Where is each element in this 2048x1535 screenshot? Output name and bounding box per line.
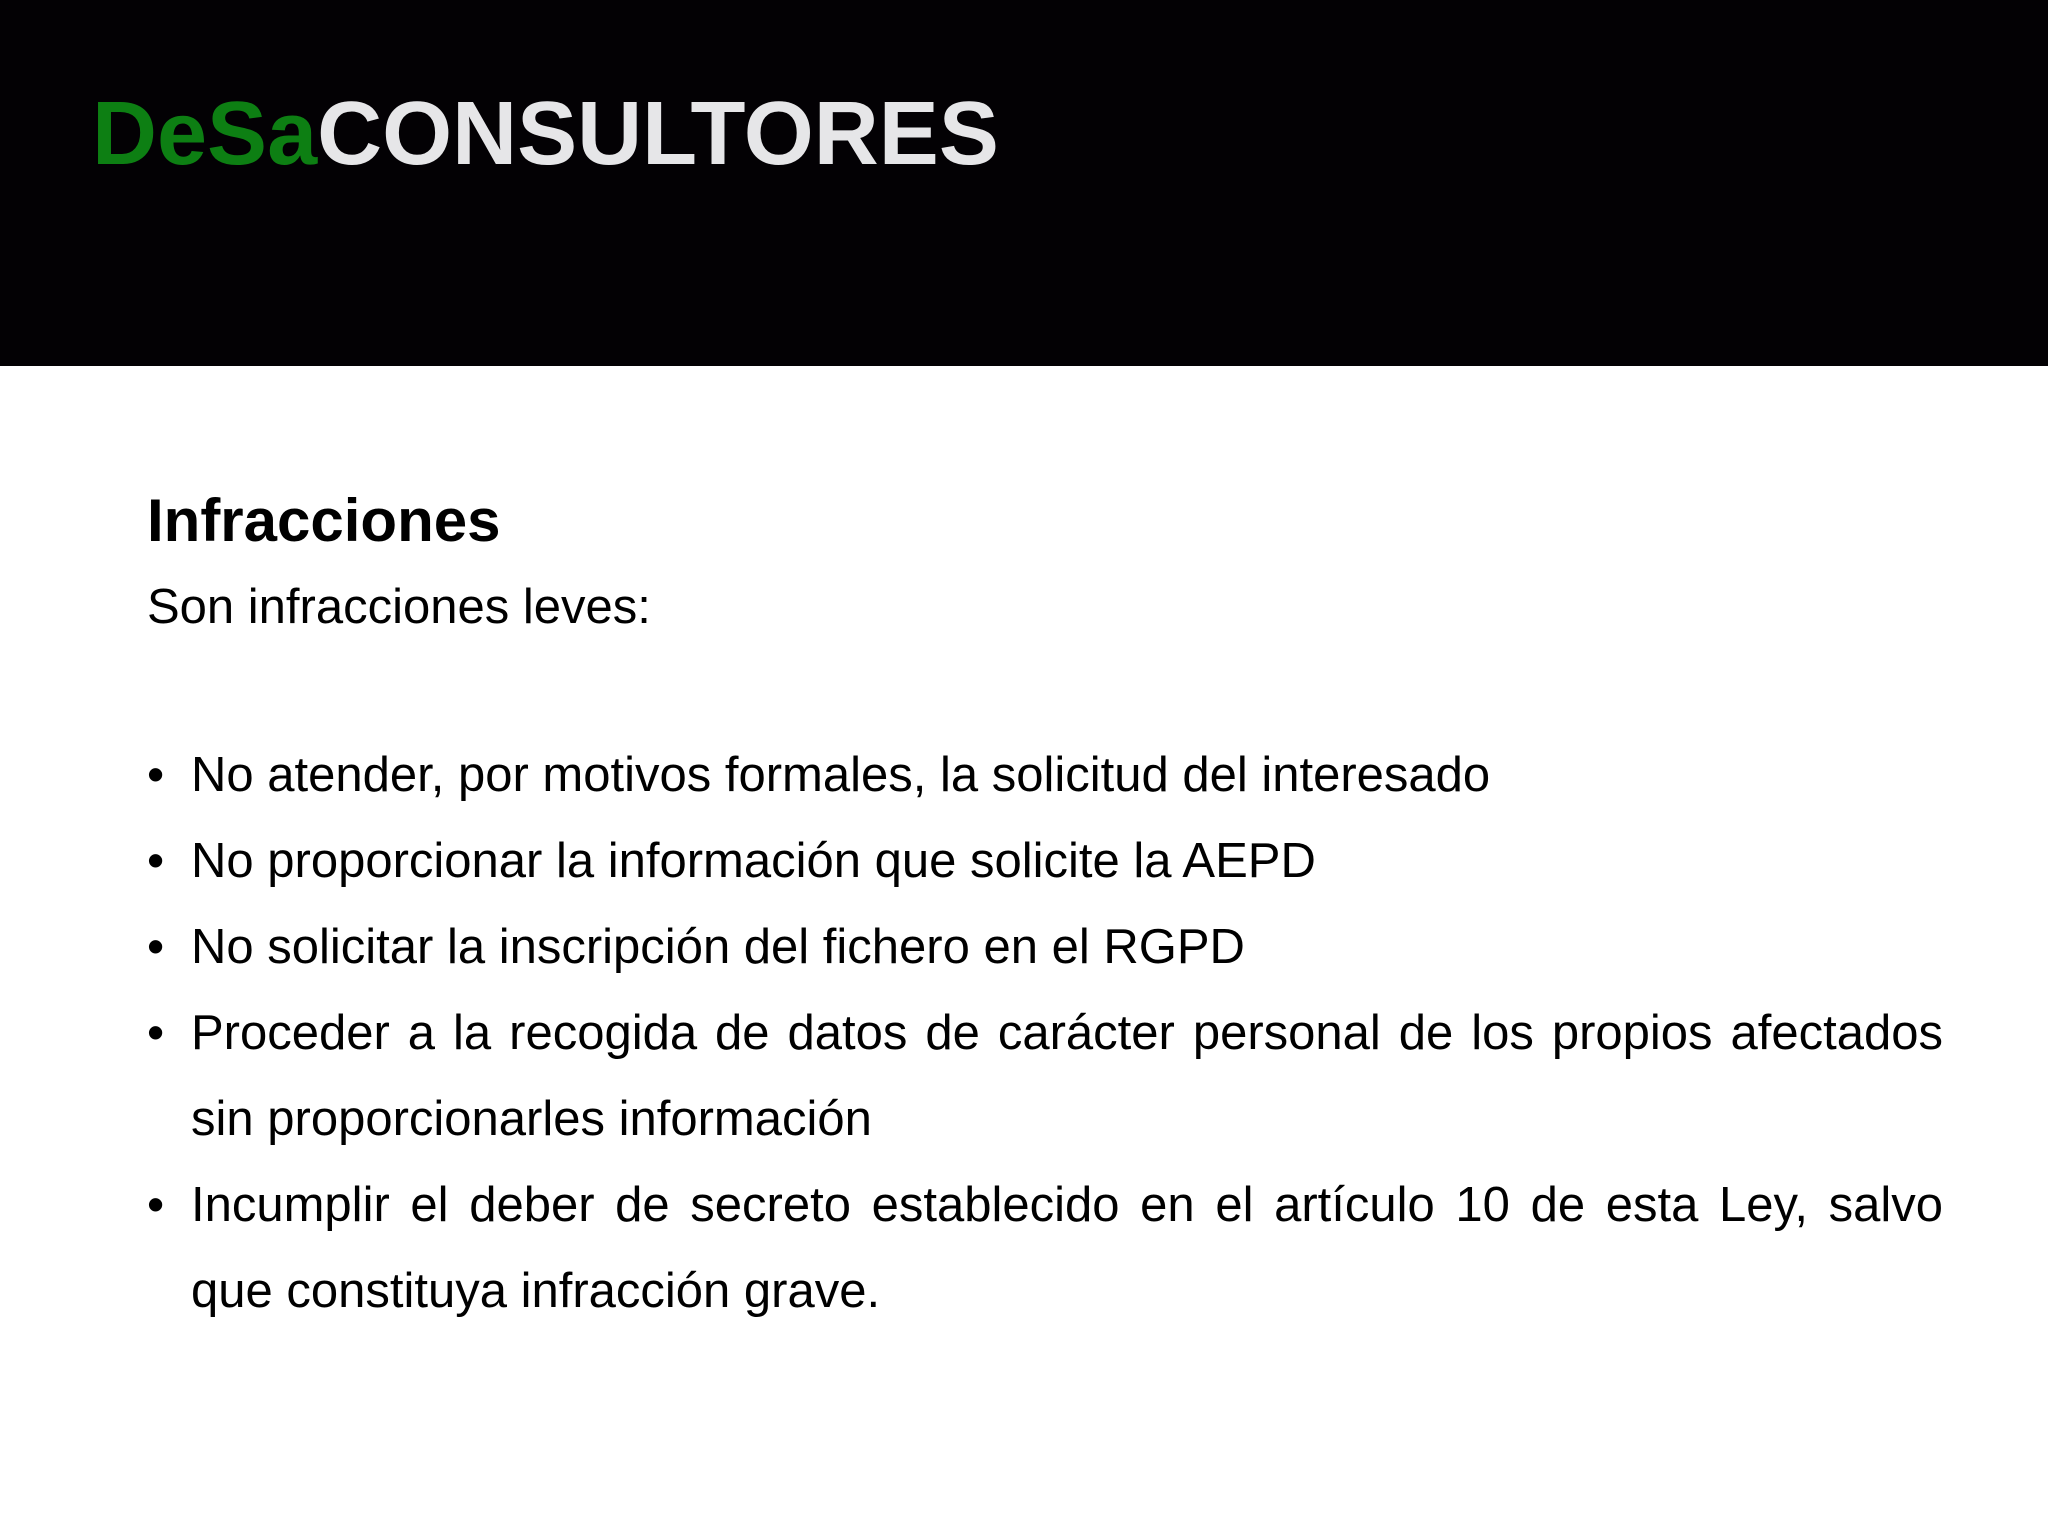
bullet-marker: •: [147, 1178, 165, 1232]
bullet-marker: •: [147, 1006, 165, 1060]
bullet-list: [147, 732, 1943, 1334]
bullet-marker: •: [147, 920, 165, 974]
bullet-marker: •: [147, 748, 165, 802]
list-item-text: No solicitar la inscripción del fichero en el RGPD: [191, 920, 1245, 974]
list-item: [147, 1162, 1943, 1334]
header-band: [0, 0, 2048, 366]
intro-text: Son infracciones leves:: [147, 580, 651, 634]
list-item: [147, 732, 1943, 818]
slide-heading: Infracciones: [147, 487, 501, 554]
brand-accent: DeSa: [92, 84, 318, 184]
slide-content: [147, 482, 1943, 1334]
list-item-text: No atender, por motivos formales, la solicitud del interesado: [191, 748, 1491, 802]
brand-main: CONSULTORES: [317, 84, 999, 184]
list-item-text: No proporcionar la información que solicite la AEPD: [191, 834, 1316, 888]
list-item-text: Proceder a la recogida de datos de carácter personal de los propios afectados sin proporcionarles información: [191, 1006, 1943, 1146]
bullet-marker: •: [147, 834, 165, 888]
brand-logo: [92, 82, 999, 186]
list-item: [147, 818, 1943, 904]
list-item: [147, 990, 1943, 1162]
list-item-text: Incumplir el deber de secreto establecido en el artículo 10 de esta Ley, salvo que constituya infracción grave.: [191, 1178, 1943, 1318]
list-item: [147, 904, 1943, 990]
